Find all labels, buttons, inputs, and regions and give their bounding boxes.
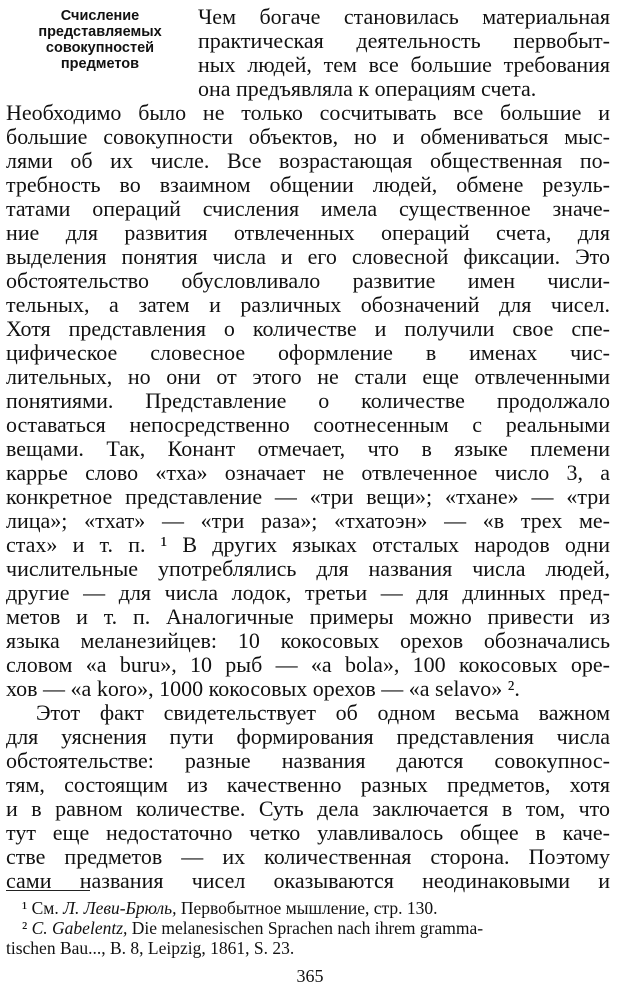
text-line: Этот факт свидетельствует об одном весьма важном <box>36 700 610 725</box>
text-line: цифическое словесное оформление в именах чис- <box>6 340 610 365</box>
text-line: лительных, но они от этого не стали еще отвлеченными <box>6 364 610 389</box>
text-line: языка меланезийцев: 10 кокосовых орехов обозначались <box>6 628 610 653</box>
text-line: требность во взаимном общении людей, обмене резуль- <box>6 172 610 197</box>
text-line: выделения понятия числа и его словесной фиксации. Это <box>6 244 610 269</box>
text-line: обстоятельстве: разные названия даются совокупнос- <box>6 748 610 773</box>
text-line: Чем богаче становилась материальная <box>198 4 610 29</box>
text-line: конкретное представление — «три вещи»; «тхане» — «три <box>6 484 610 509</box>
text-line: тям, состоящим из качественно разных предметов, хотя <box>6 772 610 797</box>
text-line: ние для развития отвлеченных операций счета, для <box>6 220 610 245</box>
text-line: стах» и т. п. ¹ В других языках отсталых народов одни <box>6 532 610 557</box>
text-line: и в равном количестве. Суть дела заключается в том, что <box>6 796 610 821</box>
text-line: для уяснения пути формирования представления числа <box>6 724 610 749</box>
footnote-text: Первобытное мышление, стр. 130. <box>176 898 438 918</box>
footnote-2-continuation: tischen Bau..., B. 8, Leipzig, 1861, S. 23. <box>6 938 295 958</box>
text-line: числительные употреблялись для названия числа людей, <box>6 556 610 581</box>
text-line: обстоятельство обусловливало развитие имен числи- <box>6 268 610 293</box>
text-line: понятиями. Представление о количестве продолжало <box>6 388 610 413</box>
text-line: словом «a buru», 10 рыб — «a bola», 100 кокосовых оре- <box>6 652 610 677</box>
text-line: она предъявляла к операциям счета. <box>198 76 537 101</box>
text-line: хов — «a koro», 1000 кокосовых орехов — «a selavo» ². <box>6 676 520 701</box>
text-line: ных людей, тем все большие требования <box>198 52 610 77</box>
footnote-1 <box>22 898 610 918</box>
text-line: татами операций счисления имела существенное значе- <box>6 196 610 221</box>
text-line: тут еще недостаточно четко улавливалось общее в каче- <box>6 820 610 845</box>
text-line: каррье слово «тха» означает не отвлеченное число 3, а <box>6 460 610 485</box>
footnote-author: C. Gabelentz, <box>31 918 128 938</box>
page-number: 365 <box>296 966 324 986</box>
side-heading <box>10 8 190 72</box>
footnote-mark: ² <box>22 918 32 938</box>
text-line: вещами. Так, Конант отмечает, что в языке племени <box>6 436 610 461</box>
text-line: стве предметов — их количественная сторона. Поэтому <box>6 844 610 869</box>
text-line: метов и т. п. Аналогичные примеры можно привести из <box>6 604 610 629</box>
footnote-text: Die melanesischen Sprachen nach ihrem gramma- <box>127 918 484 938</box>
footnote-mark: ¹ См. <box>22 898 64 918</box>
text-line: тельных, а затем и различных обозначений для чисел. <box>6 292 610 317</box>
text-line: оставаться непосредственно соотнесенным с реальными <box>6 412 610 437</box>
text-line: Необходимо было не только сосчитывать все большие и <box>6 100 610 125</box>
text-line: другие — для числа лодок, третьи — для длинных пред- <box>6 580 610 605</box>
text-line: Хотя представления о количестве и получили свое спе- <box>6 316 610 341</box>
text-line: лица»; «тхат» — «три раза»; «тхатоэн» — «в трех ме- <box>6 508 610 533</box>
footnote-author: Л. Леви-Брюль, <box>63 898 177 918</box>
side-heading-line: предметов <box>60 56 140 72</box>
text-line: большие совокупности объектов, но и обмениваться мыс- <box>6 124 610 149</box>
text-line: сами названия чисел оказываются неодинаковыми и <box>6 868 610 893</box>
side-heading-line: совокупностей <box>45 40 155 56</box>
text-line: практическая деятельность первобыт- <box>198 28 610 53</box>
footnote-divider <box>6 890 90 891</box>
side-heading-line: представляемых <box>38 24 162 40</box>
footnote-2 <box>22 918 610 938</box>
side-heading-line: Счисление <box>60 8 140 24</box>
text-line: лями об их числе. Все возрастающая общественная по- <box>6 148 610 173</box>
